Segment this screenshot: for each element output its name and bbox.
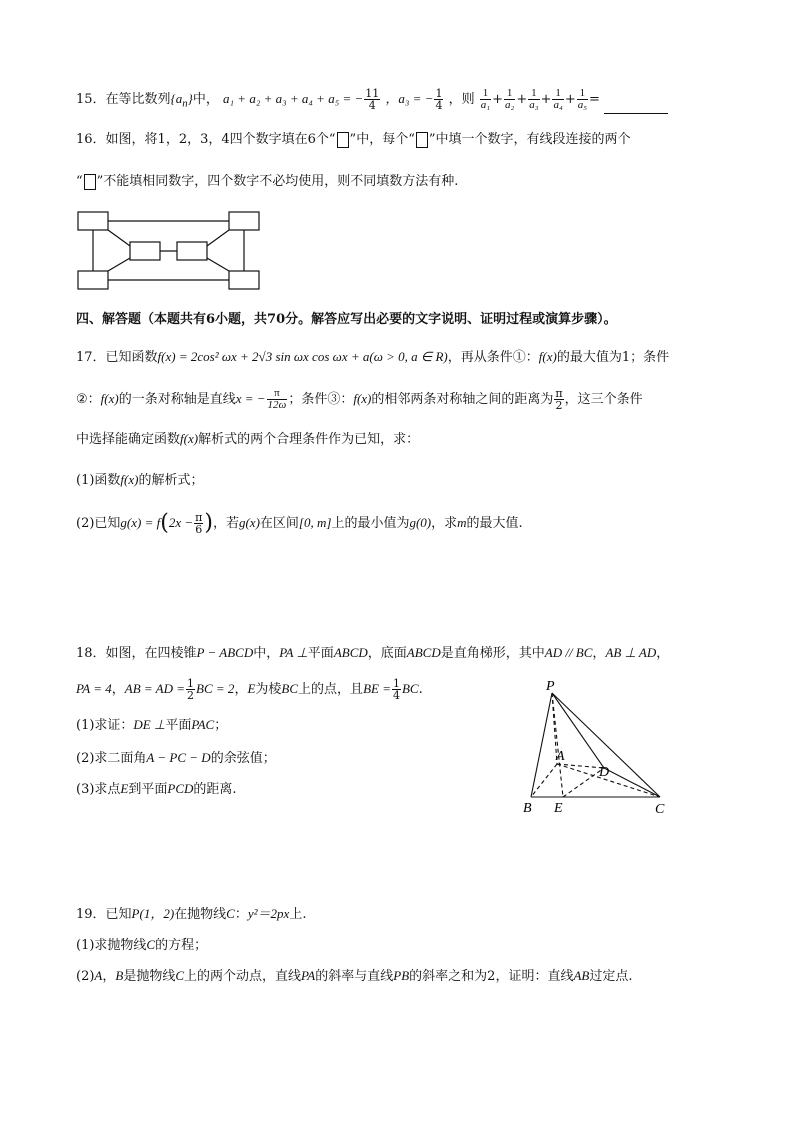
q15-recip-den-3: a₃ (529, 99, 539, 111)
q18-p3-pcd: PCD (167, 781, 194, 796)
q17-p2-d: 上的最小值为 (331, 516, 410, 531)
question-18-part-2 (76, 748, 276, 769)
q18-p3-E: E (120, 781, 129, 796)
question-17-line-1 (76, 347, 669, 368)
q15-seq-close: } (187, 91, 193, 106)
q16-text-c: ”中填一个数字，有线段连接的两个 (428, 132, 631, 147)
q19-p2-AB: AB (573, 968, 590, 983)
q17-l2-frac-1 (267, 388, 288, 411)
label-P: P (546, 679, 555, 694)
q16-edge-tl-mid (108, 230, 130, 246)
edge-DC (604, 768, 660, 797)
question-19-line-1 (76, 904, 306, 925)
q18-l1-abcd: ABCD (333, 645, 368, 660)
q17-p2-frac-num: π (195, 511, 203, 524)
q17-p2-e: ，求 (431, 516, 458, 531)
q18-l2-b: ， (111, 682, 125, 697)
q18-l1-d: ，底面 (367, 646, 407, 661)
q17-l2-d: 的相邻两条对称轴之间的距离为 (371, 392, 554, 407)
q18-l1-b: 中， (253, 646, 280, 661)
q15-a3-den: 4 (435, 99, 443, 112)
q18-l1-g: ， (656, 646, 670, 661)
question-15: 15．在等比数列$\{a_n\}$中， a₁ + a₂ + a₃ + a₄ + a₅ = − $\frac{11}{4}$ ，a₃ = − $\frac{1}{4}$ ，则 $\frac{1}{\text{a₁}}$ + $\frac{1}{\text{a₂}}$ + $\frac{1}{\text{a₃}}$ + $\frac{1}{\text{a₄}}$ + $\frac{1}{\text{a₅}}$ = (76, 88, 668, 114)
edge-PC (552, 693, 660, 797)
q18-l2-ab-ad: AB = AD = (124, 681, 186, 696)
q17-p2-frac-den: 6 (195, 523, 203, 536)
q18-l1-pyramid: P − ABCD (196, 645, 254, 660)
edge-AB (531, 764, 557, 797)
q17-p2-m: m (457, 515, 467, 530)
q19-l1-point: P(1，2) (131, 906, 175, 921)
q15-sum-expr: a₁ + a₂ + a₃ + a₄ + a₅ = − (223, 91, 364, 106)
q19-p2-B: B (115, 968, 124, 983)
q18-l2-pa: PA = 4 (76, 681, 112, 696)
q17-p2-gx: g(x) (238, 515, 260, 530)
q19-p1-a: (1)求抛物线 (76, 938, 147, 953)
q15-recip-den-1: a₁ (480, 99, 491, 111)
q15-answer-blank[interactable] (604, 113, 668, 114)
q16-box-bottom-right (229, 271, 259, 289)
q17-l2-a: ②： (76, 392, 101, 407)
q17-l1-b: ，再从条件①： (447, 350, 539, 365)
q17-p1-a: (1)函数 (76, 473, 121, 488)
q18-p1-c: ； (214, 718, 228, 733)
q15-recip-den-5: a₅ (577, 99, 588, 111)
q18-l2-BE: BE = (363, 681, 391, 696)
q17-l2-c: ；条件③： (288, 392, 354, 407)
q17-p2-frac (194, 512, 203, 535)
q17-p2-inner: 2x − (168, 515, 194, 530)
q15-recip-5: $\frac{1}{\text{a₅}}$ (577, 87, 588, 111)
q18-l2-frac-2-num: 1 (392, 677, 400, 690)
q17-l2-b: 的一条对称轴是直线 (118, 392, 236, 407)
q16-text-d: “ (76, 174, 83, 189)
question-19-part-2 (76, 966, 632, 987)
q18-l2-f: 为棱 (255, 682, 282, 697)
q15-mid: 中， (192, 92, 219, 107)
q19-l1-d: 上. (289, 907, 307, 922)
q18-l2-frac-2-den: 4 (392, 689, 400, 702)
q15-recip-4: $\frac{1}{\text{a₄}}$ (553, 87, 563, 111)
question-16-line-2 (76, 172, 458, 192)
label-C: C (655, 802, 665, 817)
q18-l2-BC-2: BC (401, 681, 419, 696)
q18-l2-h: . (418, 682, 423, 697)
q19-l1-C: C (226, 906, 235, 921)
question-18-line-2 (76, 678, 423, 701)
q15-recip-1: $\frac{1}{\text{a₁}}$ (480, 87, 491, 111)
q18-p2-dihedral: A − PC − D (146, 750, 211, 765)
q19-l1-a: 19．已知 (76, 907, 132, 922)
q18-l1-pa: PA ⊥ (279, 645, 308, 660)
square-box-icon (416, 132, 428, 148)
q15-seq: {a (170, 91, 183, 106)
q17-l2-frac-2-den: 2 (555, 399, 563, 412)
q16-edge-tr-mid (207, 230, 229, 246)
q18-l2-frac-1-num: 1 (187, 677, 195, 690)
q18-p2-a: (2)求二面角 (76, 751, 147, 766)
q15-seq-sub: n (182, 97, 188, 110)
q19-p2-PB: PB (393, 968, 410, 983)
question-16-line-1 (76, 130, 631, 150)
question-19-part-1 (76, 935, 207, 956)
q19-p2-c: 是抛物线 (123, 969, 176, 984)
q18-p1-pac: PAC (191, 717, 215, 732)
q16-box-bottom-left (78, 271, 108, 289)
q17-l3-fx: f(x) (180, 431, 199, 446)
q16-text-a: 16．如图，将1，2，3，4四个数字填在6个“ (76, 132, 336, 147)
q18-p3-c: 的距离. (193, 782, 237, 797)
q16-box-diagram (74, 208, 264, 294)
q17-l2-frac-2 (554, 388, 563, 411)
q15-recip-3: $\frac{1}{\text{a₃}}$ (529, 87, 539, 111)
q18-l1-a: 18．如图，在四棱锥 (76, 646, 197, 661)
q17-l2-frac-2-num: π (555, 387, 563, 400)
q19-l1-b: 在抛物线 (174, 907, 227, 922)
q15-recip-den-4: a₄ (553, 99, 563, 111)
q17-l2-frac-1-den: 12ω (267, 399, 287, 411)
q15-a3-frac (434, 88, 443, 111)
q18-l2-e: ， (234, 682, 248, 697)
q16-edge-bl-mid (108, 258, 130, 271)
q17-p2-interval: [0, m] (298, 515, 332, 530)
q18-l1-abcd-2: ABCD (406, 645, 441, 660)
q19-p1-C: C (146, 937, 156, 952)
edge-ED (563, 768, 604, 797)
question-17-part-1 (76, 470, 203, 491)
edge-PB (531, 693, 552, 797)
q15-a3-expr: ，a₃ = − (385, 91, 434, 106)
q18-p3-b: 到平面 (128, 782, 168, 797)
q15-recip-den-2: a₂ (505, 99, 515, 111)
q18-pyramid-figure (515, 678, 675, 820)
q18-l1-c: 平面 (307, 646, 334, 661)
q17-l1-function: f(x) = 2cos² ωx + 2√3 sin ωx cos ωx + a(ω > 0, a ∈ R) (157, 349, 448, 364)
q19-p2-a: (2) (76, 969, 95, 984)
q19-p2-A: A (94, 968, 103, 983)
q19-p2-b: ， (102, 969, 116, 984)
q18-l2-E: E (247, 681, 256, 696)
question-17-part-2: (2)已知g(x) = f(2x − $\frac{\pi}{6}$ )，若g(x)在区间[0, m]上的最小值为g(0)，求m的最大值. (76, 510, 523, 536)
q16-box-top-right (229, 212, 259, 230)
label-E: E (554, 801, 563, 816)
q15-then: ，则 (448, 92, 475, 107)
q19-p2-f: 的斜率之和为2，证明：直线 (409, 969, 574, 984)
q16-box-top-left (78, 212, 108, 230)
q15-sum-num: 11 (365, 87, 380, 100)
q19-p2-C: C (175, 968, 185, 983)
q19-p2-e: 的斜率与直线 (315, 969, 394, 984)
q19-p2-d: 上的两个动点，直线 (184, 969, 302, 984)
q16-edge-br-mid (207, 258, 229, 271)
q15-sum-den: 4 (368, 99, 376, 112)
q17-p2-c: 在区间 (259, 516, 299, 531)
question-17-line-3 (76, 429, 419, 450)
q19-p2-PA: PA (301, 968, 316, 983)
q17-l2-fx: f(x) (100, 391, 119, 406)
question-18-line-1 (76, 643, 669, 664)
q18-p1-de: DE ⊥ (133, 717, 166, 732)
q17-l2-frac-1-num: π (267, 388, 288, 400)
q17-p2-g: g(x) = f (120, 515, 161, 530)
q16-box-center-left (130, 242, 160, 260)
section-4-title: 四、解答题（本题共有6小题，共70分。解答应写出必要的文字说明、证明过程或演算步骤）。 (76, 312, 617, 327)
q19-p1-b: 的方程； (155, 938, 208, 953)
q17-l3-b: 解析式的两个合理条件作为已知，求： (198, 432, 420, 447)
q15-recip-2: $\frac{1}{\text{a₂}}$ (505, 87, 515, 111)
q18-p1-a: (1)求证： (76, 718, 134, 733)
q17-l2-x: x = − (235, 391, 266, 406)
q17-p1-b: 的解析式； (138, 473, 204, 488)
q17-p1-fx: f(x) (120, 472, 139, 487)
q18-p1-b: 平面 (165, 718, 192, 733)
q18-l2-g: 上的点，且 (298, 682, 364, 697)
q16-text-b: ”中，每个“ (349, 132, 415, 147)
q19-p2-g: 过定点. (589, 969, 633, 984)
q18-l1-perp: AB ⊥ AD (605, 645, 657, 660)
q15-sum-frac (364, 88, 380, 111)
q16-text-e: ”不能填相同数字，四个数字不必均使用，则不同填数方法有种. (96, 174, 459, 189)
q18-l2-BC: BC (281, 681, 299, 696)
q18-l1-e: 是直角梯形，其中 (440, 646, 545, 661)
label-D: D (599, 765, 610, 780)
label-A: A (556, 749, 565, 764)
q18-l2-frac-2 (392, 678, 401, 701)
q17-p2-g0: g(0) (409, 515, 432, 530)
edge-PE (552, 693, 563, 797)
q19-l1-c: ： (234, 907, 248, 922)
q15-a3-num: 1 (435, 87, 443, 100)
q17-l1-fx: f(x) (538, 349, 557, 364)
q15-equals: = (589, 92, 600, 107)
q18-p2-b: 的余弦值； (210, 751, 276, 766)
square-box-icon (84, 174, 96, 190)
question-18-part-1 (76, 715, 227, 736)
q17-l3-a: 中选择能确定函数 (76, 432, 181, 447)
q18-l2-frac-1 (186, 678, 195, 701)
q16-box-center-right (177, 242, 207, 260)
q17-l1-c: 的最大值为1；条件 (556, 350, 670, 365)
q18-l2-frac-1-den: 2 (187, 689, 195, 702)
question-17-line-2 (76, 388, 643, 411)
q17-l2-e: ，这三个条件 (564, 392, 643, 407)
q18-l1-f: ， (592, 646, 606, 661)
q17-p2-a: (2)已知 (76, 516, 121, 531)
label-B: B (523, 801, 532, 816)
square-box-icon (337, 132, 349, 148)
q18-l2-bc: BC = 2 (196, 681, 235, 696)
q18-p3-a: (3)求点 (76, 782, 121, 797)
q18-l1-parallel: AD // BC (544, 645, 593, 660)
q17-p2-f: 的最大值. (466, 516, 523, 531)
q19-l1-equation: y²＝2px (247, 906, 290, 921)
question-18-part-3 (76, 779, 237, 800)
q17-p2-b: ，若 (212, 516, 239, 531)
q15-lead: 15．在等比数列 (76, 92, 171, 107)
q17-l1-a: 17．已知函数 (76, 350, 158, 365)
q17-l2-fx-2: f(x) (353, 391, 372, 406)
